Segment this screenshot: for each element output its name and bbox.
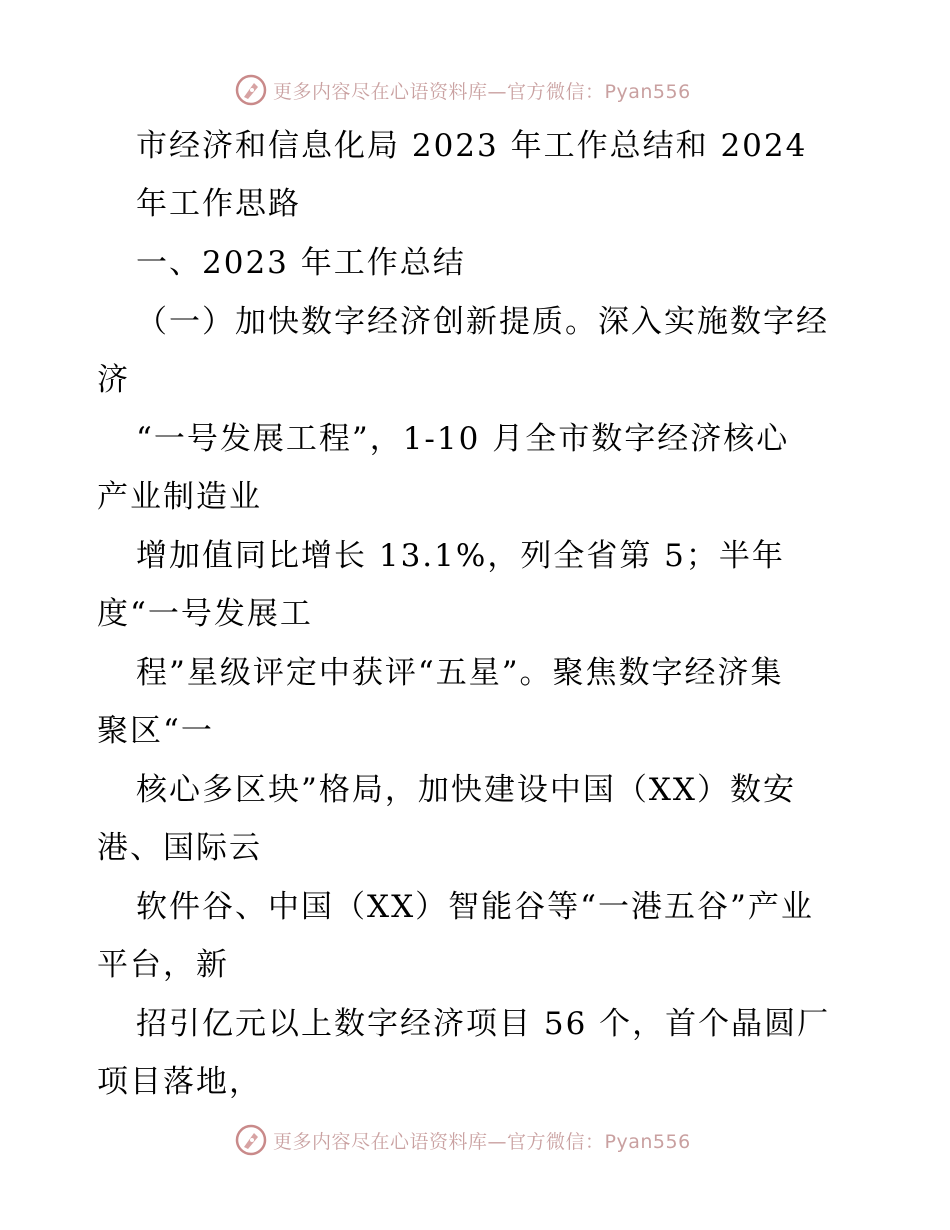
- body-line: 平台，新: [97, 947, 229, 983]
- body-line: 增加值同比增长 13.1%，列全省第 5；半年: [136, 538, 785, 574]
- body-line: （一）加快数字经济创新提质。深入实施数字经: [136, 304, 829, 340]
- watermark-text: 更多内容尽在心语资料库—官方微信：Pyan556: [273, 1130, 691, 1153]
- section-heading: 一、2023 年工作总结: [136, 245, 466, 281]
- body-line: 港、国际云: [97, 830, 262, 866]
- watermark-header: [235, 72, 691, 108]
- pen-nib-circle-logo-icon: [235, 74, 267, 106]
- body-line: 软件谷、中国（XX）智能谷等“一港五谷”产业: [136, 889, 814, 925]
- body-line: “一号发展工程”，1-10 月全市数字经济核心: [136, 421, 790, 457]
- watermark-text: 更多内容尽在心语资料库—官方微信：Pyan556: [273, 80, 691, 103]
- body-line: 聚区“一: [97, 713, 214, 749]
- body-line: 济: [97, 362, 130, 398]
- document-title-line-2: 年工作思路: [136, 186, 301, 222]
- body-line: 项目落地，: [97, 1064, 262, 1100]
- pen-nib-circle-logo-icon: [235, 1124, 267, 1156]
- body-line: 程”星级评定中获评“五星”。聚焦数字经济集: [136, 655, 784, 691]
- document-title-line-1: 市经济和信息化局 2023 年工作总结和 2024: [136, 128, 808, 164]
- watermark-footer: [235, 1122, 691, 1158]
- body-line: 度“一号发展工: [97, 596, 313, 632]
- body-line: 产业制造业: [97, 479, 262, 515]
- body-line: 核心多区块”格局，加快建设中国（XX）数安: [136, 772, 796, 808]
- body-line: 招引亿元以上数字经济项目 56 个，首个晶圆厂: [136, 1006, 831, 1042]
